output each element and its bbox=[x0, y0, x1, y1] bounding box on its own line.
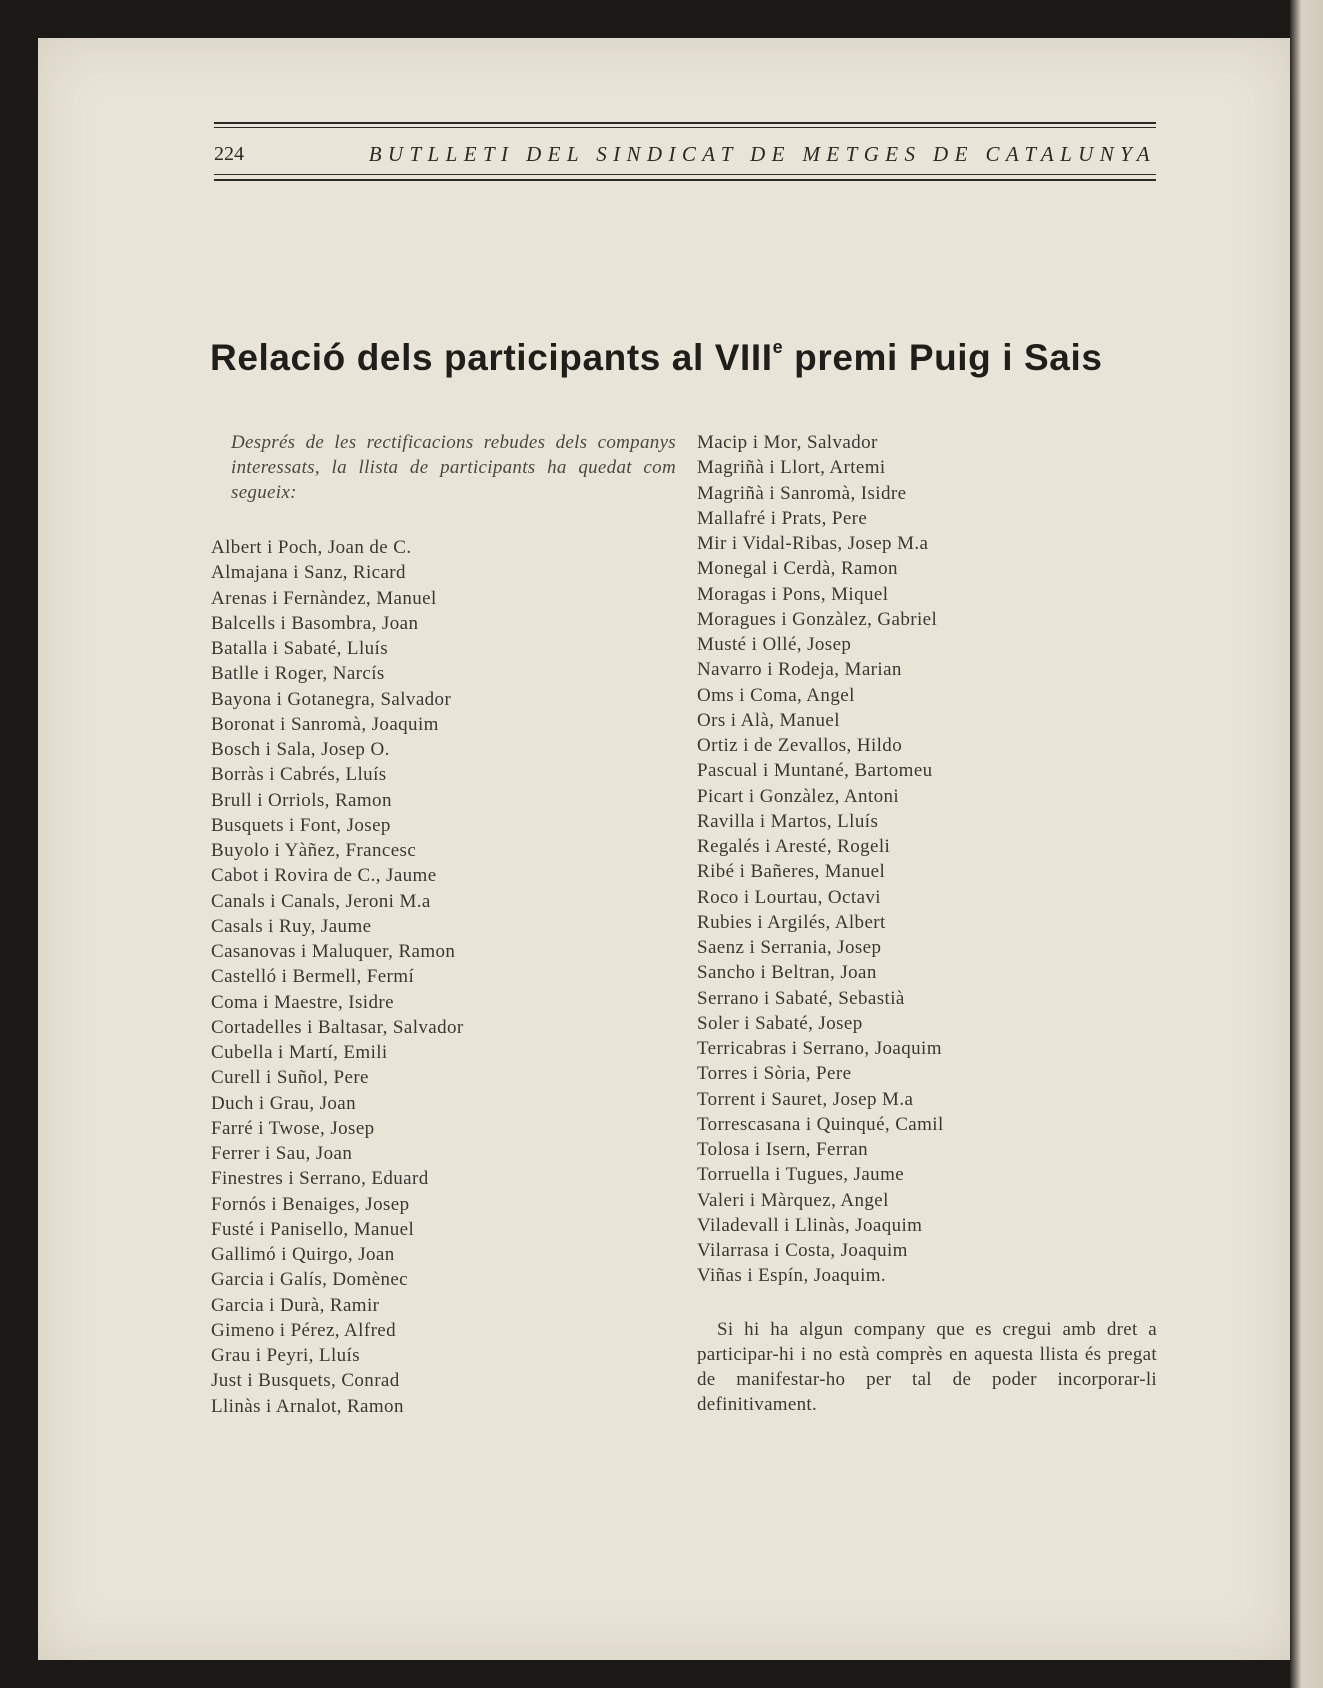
page-edge bbox=[1290, 0, 1323, 1688]
running-title: BUTLLETI DEL SINDICAT DE METGES DE CATALUNYA bbox=[368, 141, 1156, 166]
participant-name: Castelló i Bermell, Fermí bbox=[211, 966, 415, 988]
participant-name: Ravilla i Martos, Lluís bbox=[697, 810, 879, 832]
participant-name: Terricabras i Serrano, Joaquim bbox=[697, 1038, 942, 1059]
participant-name: Macip i Mor, Salvador bbox=[697, 432, 878, 453]
participant-name: Ferrer i Sau, Joan bbox=[211, 1143, 353, 1164]
participant-name: Picart i Gonzàlez, Antoni bbox=[697, 785, 900, 807]
participant-name: Serrano i Sabaté, Sebastià bbox=[697, 987, 905, 1009]
participant-name: Albert i Poch, Joan de C. bbox=[211, 537, 412, 558]
participant-name: Bosch i Sala, Josep O. bbox=[211, 739, 390, 760]
participant-name: Borràs i Cabrés, Lluís bbox=[211, 764, 387, 786]
participant-name: Mallafré i Prats, Pere bbox=[697, 507, 868, 529]
title-superscript: e bbox=[772, 337, 784, 357]
participant-name: Sancho i Beltran, Joan bbox=[697, 962, 877, 984]
participant-name: Torres i Sòria, Pere bbox=[697, 1063, 852, 1085]
participant-name: Busquets i Font, Josep bbox=[211, 814, 391, 836]
participant-name: Torrescasana i Quinqué, Camil bbox=[697, 1113, 944, 1135]
running-header bbox=[214, 122, 1156, 184]
participant-name: Fornós i Benaiges, Josep bbox=[211, 1193, 410, 1215]
right-column bbox=[697, 430, 1157, 1417]
participant-name: Valeri i Màrquez, Angel bbox=[697, 1189, 889, 1211]
participant-name: Oms i Coma, Angel bbox=[697, 684, 855, 706]
title-main: Relació dels participants al VIII bbox=[210, 337, 773, 378]
participant-name: Torrent i Sauret, Josep M.a bbox=[697, 1088, 914, 1110]
participant-name: Moragas i Pons, Miquel bbox=[697, 583, 889, 605]
participant-list-right bbox=[697, 430, 1157, 1289]
title-end: premi Puig i Sais bbox=[783, 337, 1103, 378]
participant-name: Roco i Lourtau, Octavi bbox=[697, 886, 881, 908]
participant-name: Casanovas i Maluquer, Ramon bbox=[211, 941, 456, 962]
closing-paragraph: Si hi ha algun company que es cregui amb dret a participar-hi i no està comprès en aquesta llista és pregat de manifestar-ho per tal de poder incorporar-li definitivament. bbox=[697, 1318, 1157, 1415]
participant-name: Viñas i Espín, Joaquim. bbox=[697, 1265, 887, 1287]
participant-name: Batlle i Roger, Narcís bbox=[211, 663, 385, 685]
participant-name: Bayona i Gotanegra, Salvador bbox=[211, 688, 452, 710]
page-number: 224 bbox=[214, 142, 244, 165]
participant-name: Finestres i Serrano, Eduard bbox=[211, 1168, 429, 1190]
participant-name: Brull i Orriols, Ramon bbox=[211, 789, 392, 811]
intro-paragraph: Després de les rectificacions rebudes dels companys interessats, la llista de participants ha quedat com segueix: bbox=[231, 432, 676, 503]
participant-name: Magriñà i Sanromà, Isidre bbox=[697, 482, 907, 504]
participant-name: Magriñà i Llort, Artemi bbox=[697, 457, 886, 479]
participant-name: Coma i Maestre, Isidre bbox=[211, 991, 394, 1013]
header-rule-top-thin bbox=[214, 127, 1156, 128]
participant-name: Monegal i Cerdà, Ramon bbox=[697, 558, 898, 580]
participant-name: Balcells i Basombra, Joan bbox=[211, 612, 419, 634]
participant-name: Vilarrasa i Costa, Joaquim bbox=[697, 1240, 908, 1261]
header-row bbox=[214, 140, 1156, 168]
participant-name: Boronat i Sanromà, Joaquim bbox=[211, 713, 439, 735]
participant-name: Navarro i Rodeja, Marian bbox=[697, 659, 902, 681]
header-rule-top bbox=[214, 122, 1156, 124]
participant-name: Grau i Peyri, Lluís bbox=[211, 1345, 361, 1366]
participant-name: Pascual i Muntané, Bartomeu bbox=[697, 760, 933, 782]
left-column bbox=[211, 430, 676, 1419]
participant-name: Saenz i Serrania, Josep bbox=[697, 937, 882, 958]
participant-name: Llinàs i Arnalot, Ramon bbox=[211, 1395, 404, 1417]
participant-name: Tolosa i Isern, Ferran bbox=[697, 1139, 869, 1160]
header-rule-bottom-thin bbox=[214, 174, 1156, 175]
participant-name: Curell i Suñol, Pere bbox=[211, 1067, 369, 1089]
participant-name: Ors i Alà, Manuel bbox=[697, 709, 840, 731]
participant-name: Casals i Ruy, Jaume bbox=[211, 915, 372, 937]
participant-name: Fusté i Panisello, Manuel bbox=[211, 1218, 415, 1240]
participant-name: Soler i Sabaté, Josep bbox=[697, 1012, 863, 1034]
header-rule-bottom bbox=[214, 179, 1156, 181]
participant-name: Ribé i Bañeres, Manuel bbox=[697, 861, 886, 883]
participant-name: Almajana i Sanz, Ricard bbox=[211, 562, 406, 584]
participant-name: Viladevall i Llinàs, Joaquim bbox=[697, 1214, 923, 1236]
participant-name: Rubies i Argilés, Albert bbox=[697, 911, 886, 933]
participant-name: Duch i Grau, Joan bbox=[211, 1092, 357, 1114]
participant-name: Garcia i Durà, Ramir bbox=[211, 1294, 380, 1316]
participant-list-left bbox=[211, 535, 676, 1419]
participant-name: Torruella i Tugues, Jaume bbox=[697, 1164, 905, 1186]
participant-name: Just i Busquets, Conrad bbox=[211, 1370, 400, 1392]
participant-name: Farré i Twose, Josep bbox=[211, 1117, 375, 1139]
participant-name: Moragues i Gonzàlez, Gabriel bbox=[697, 608, 938, 630]
participant-name: Mir i Vidal-Ribas, Josep M.a bbox=[697, 533, 929, 554]
participant-name: Cabot i Rovira de C., Jaume bbox=[211, 865, 437, 887]
participant-name: Batalla i Sabaté, Lluís bbox=[211, 638, 388, 659]
participant-name: Gimeno i Pérez, Alfred bbox=[211, 1319, 397, 1341]
participant-name: Cortadelles i Baltasar, Salvador bbox=[211, 1016, 464, 1038]
participant-name: Canals i Canals, Jeroni M.a bbox=[211, 890, 431, 912]
participant-name: Cubella i Martí, Emili bbox=[211, 1042, 388, 1063]
participant-name: Regalés i Aresté, Rogeli bbox=[697, 836, 891, 857]
participant-name: Ortiz i de Zevallos, Hildo bbox=[697, 735, 903, 756]
participant-name: Buyolo i Yàñez, Francesc bbox=[211, 840, 417, 861]
article-title bbox=[210, 337, 1160, 379]
participant-name: Garcia i Galís, Domènec bbox=[211, 1269, 409, 1291]
participant-name: Arenas i Fernàndez, Manuel bbox=[211, 587, 437, 609]
participant-name: Gallimó i Quirgo, Joan bbox=[211, 1244, 395, 1265]
participant-name: Musté i Ollé, Josep bbox=[697, 634, 852, 655]
